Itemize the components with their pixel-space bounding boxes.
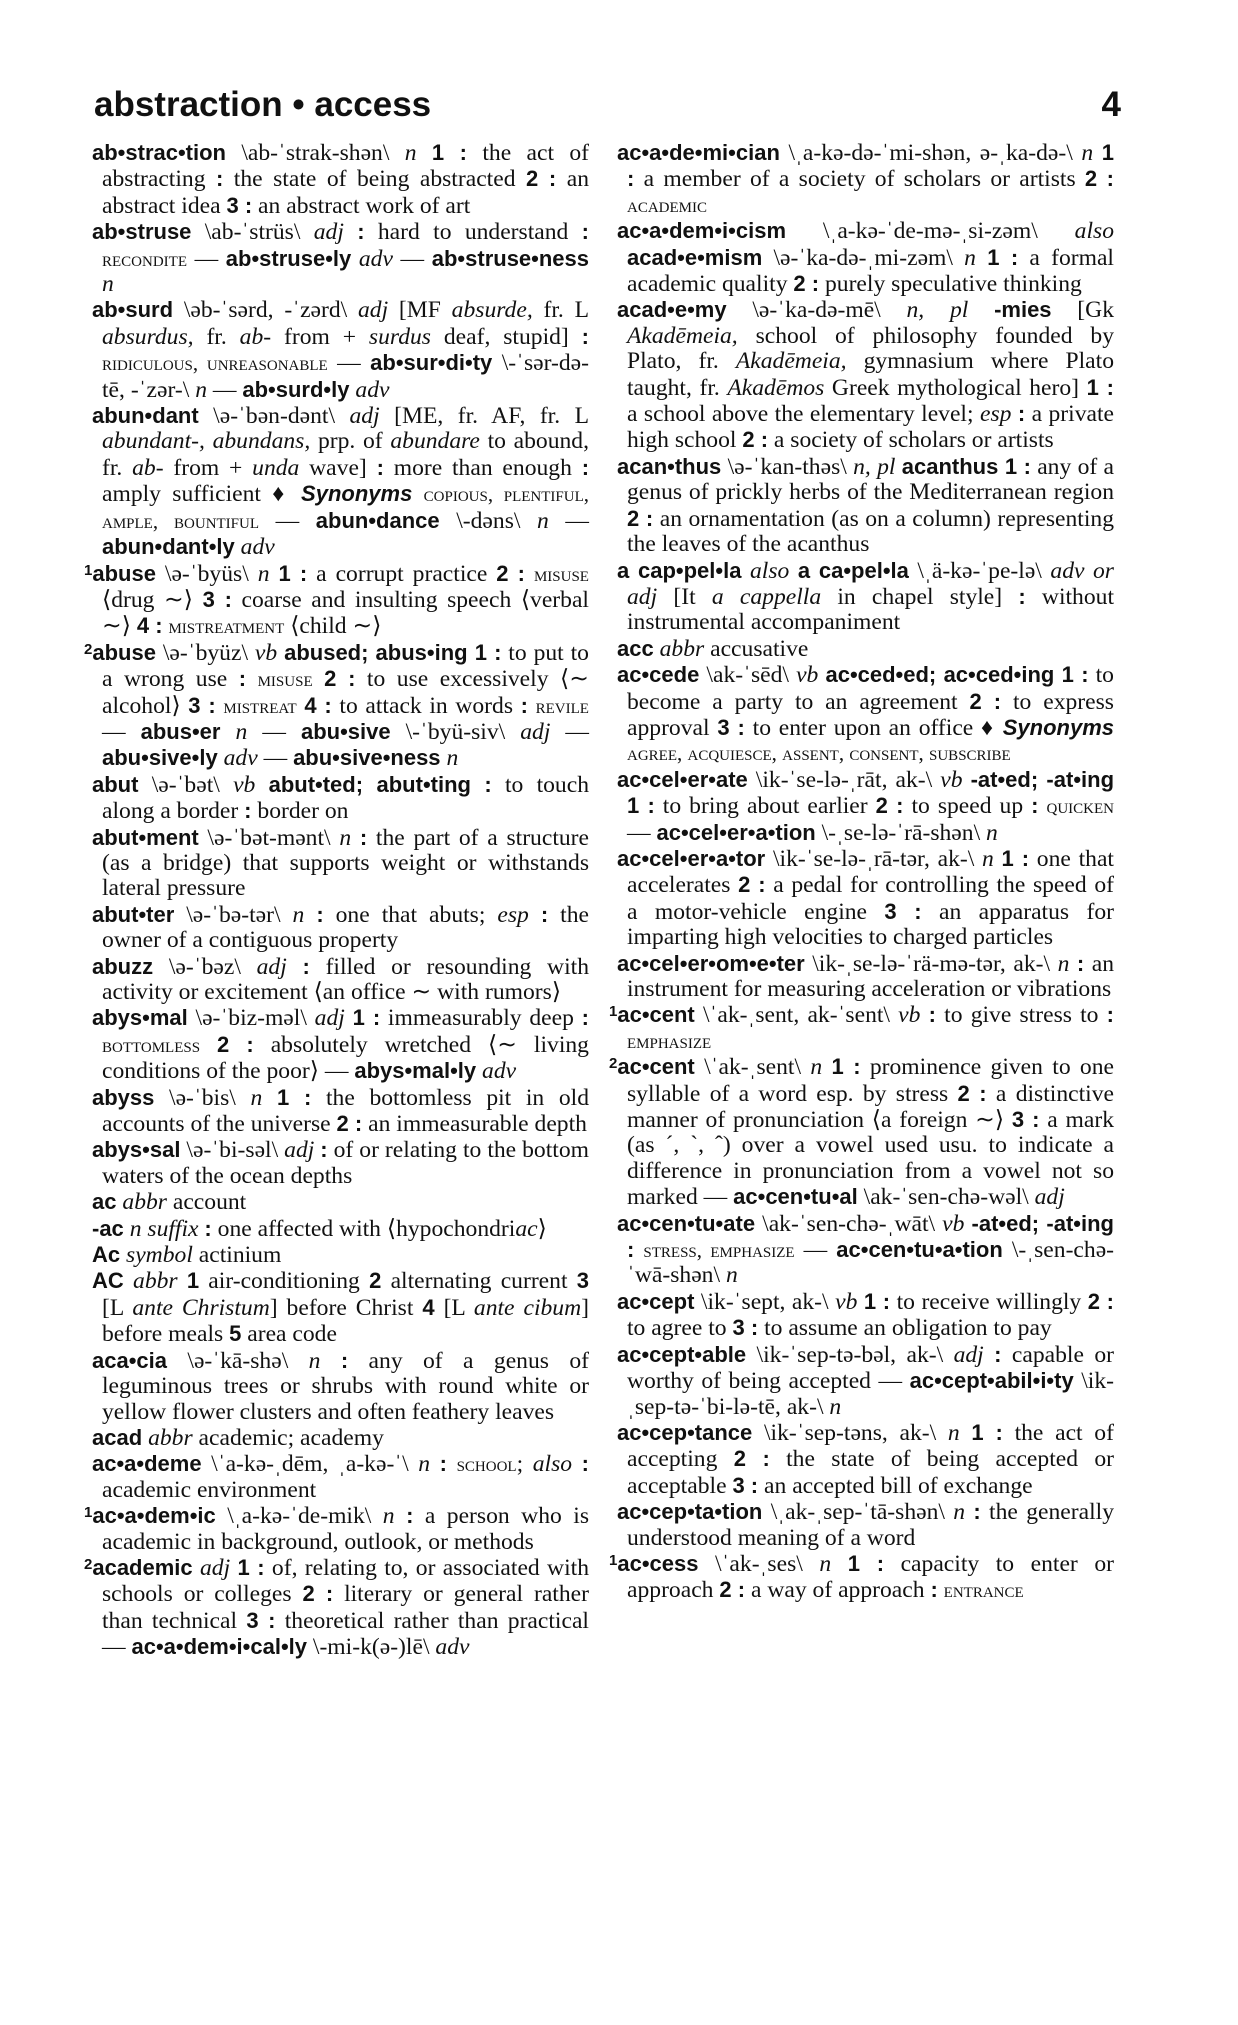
left-column (84, 140, 590, 1661)
dictionary-entry: ac•cep•tance \ik-ˈsep-təns, ak-\ n 1 : the act of accepting 2 : the state of being accepted or acceptable 3 : an accepted bill of exchange (617, 1419, 1114, 1499)
dictionary-entry: ac•a•de•mi•cian \ˌa-kə-də-ˈmi-shən, ə-ˌka-də-\ n 1 : a member of a society of scholars or artists 2 : academic (617, 140, 1114, 217)
dictionary-entry: ac•cede \ak-ˈsēd\ vb ac•ced•ed; ac•ced•ing 1 : to become a party to an agreement 2 : to express approval 3 : to enter upon an office ♦ Synonyms agree, acquiesce, assent, consent, subscribe (617, 662, 1114, 766)
dictionary-entry: ac•cel•er•ate \ik-ˈse-lə-ˌrāt, ak-\ vb -at•ed; -at•ing 1 : to bring about earlier 2 : to speed up : quicken — ac•cel•er•a•tion \-ˌse-lə-ˈrā-shən\ n (617, 766, 1115, 846)
dictionary-entry: abys•mal \ə-ˈbiz-məl\ adj 1 : immeasurably deep : bottomless 2 : absolutely wretched ⟨∼ living conditions of the poor⟩ — abys•mal•ly adv (92, 1005, 589, 1085)
dictionary-entry: aca•cia \ə-ˈkā-shə\ n : any of a genus of leguminous trees or shrubs with round white or yellow flower clusters and often feathery leaves (92, 1347, 589, 1425)
dictionary-entry: acc abbr accusative (617, 635, 809, 662)
page-number: 4 (1101, 85, 1121, 124)
guide-words: abstraction • access (94, 85, 432, 124)
dictionary-entry: ac•cep•ta•tion \ˌak-ˌsep-ˈtā-shən\ n : the generally understood meaning of a word (617, 1499, 1114, 1551)
dictionary-entry: $^1$ac•cent \ˈak-ˌsent, ak-ˈsent\ vb : to give stress to : emphasize (609, 1002, 1114, 1053)
dictionary-entry: acan•thus \ə-ˈkan-thəs\ n, pl acanthus 1 : any of a genus of prickly herbs of the Mediterranean region 2 : an ornamentation (as on a column) representing the leaves of the acanthus (617, 453, 1114, 558)
dictionary-entry: $^1$abuse \ə-ˈbyüs\ n 1 : a corrupt practice 2 : misuse ⟨drug ∼⟩ 3 : coarse and insulting speech ⟨verbal ∼⟩ 4 : mistreatment ⟨child ∼⟩ (84, 560, 589, 640)
dictionary-entry: ac•cen•tu•ate \ak-ˈsen-chə-ˌwāt\ vb -at•ed; -at•ing : stress, emphasize — ac•cen•tu•a•tion \-ˌsen-chə-ˈwā-shən\ n (617, 1210, 1115, 1289)
dictionary-entry: $^2$ac•cent \ˈak-ˌsent\ n 1 : prominence given to one syllable of a word esp. by stress 2 : a distinctive manner of pronunciation ⟨a foreign ∼⟩ 3 : a mark (as ´, `, ˆ) over a vowel used usu. to indicate a difference in pronunciation from a vowel not so marked — ac•cen•tu•al \ak-ˈsen-chə-wəl\ adj (609, 1054, 1115, 1211)
dictionary-entry: -ac n suffix : one affected with ⟨hypochondriac⟩ (92, 1215, 547, 1242)
dictionary-entry: ac•cept•able \ik-ˈsep-tə-bəl, ak-\ adj : capable or worthy of being accepted — ac•cept•abil•i•ty \ik-ˌsep-tə-ˈbi-lə-tē, ak-\ n (617, 1341, 1114, 1420)
page-header (94, 80, 1121, 130)
dictionary-entry: $^1$ac•cess \ˈak-ˌses\ n 1 : capacity to enter or approach 2 : a way of approach : entrance (609, 1550, 1114, 1604)
dictionary-entry: Ac symbol actinium (92, 1242, 282, 1269)
dictionary-entry: ac abbr account (92, 1189, 247, 1216)
dictionary-entry: abuzz \ə-ˈbəz\ adj : filled or resounding with activity or excitement ⟨an office ∼ with rumors⟩ (92, 953, 589, 1005)
dictionary-entry: abyss \ə-ˈbis\ n 1 : the bottomless pit in old accounts of the universe 2 : an immeasurable depth (92, 1084, 589, 1138)
right-column (609, 140, 1115, 1604)
dictionary-entry: abun•dant \ə-ˈbən-dənt\ adj [ME, fr. AF, fr. L abundant-, abundans, prp. of abundare to abound, fr. ab- from + unda wave] : more than enough : amply sufficient ♦ Synonyms copious, plentiful, ample, bountiful — abun•dance \-dəns\ n — abun•dant•ly adv (92, 403, 590, 561)
dictionary-entry: ac•a•deme \ˈa-kə-ˌdēm, ˌa-kə-ˈ\ n : school; also : academic environment (92, 1451, 589, 1503)
dictionary-entry: $^1$ac•a•dem•ic \ˌa-kə-ˈde-mik\ n : a person who is academic in background, outlook, or methods (84, 1503, 589, 1555)
dictionary-entry: ab•surd \əb-ˈsərd, -ˈzərd\ adj [MF absurde, fr. L absurdus, fr. ab- from + surdus deaf, stupid] : ridiculous, unreasonable — ab•sur•di•ty \-ˈsər-də-tē, -ˈzər-\ n — ab•surd•ly adv (92, 297, 589, 403)
dictionary-entry: abut \ə-ˈbət\ vb abut•ted; abut•ting : to touch along a border : border on (92, 771, 589, 825)
dictionary-entry: acad abbr academic; academy (92, 1424, 384, 1451)
dictionary-entry: AC abbr 1 air-conditioning 2 alternating current 3 [L ante Christum] before Christ 4 [L ante cibum] before meals 5 area code (92, 1268, 589, 1348)
dictionary-entry: ac•cel•er•om•e•ter \ik-ˌse-lə-ˈrä-mə-tər, ak-\ n : an instrument for measuring acceleration or vibrations (617, 950, 1115, 1002)
dictionary-entry: ab•strac•tion \ab-ˈstrak-shən\ n 1 : the act of abstracting : the state of being abstracted 2 : an abstract idea 3 : an abstract work of art (92, 140, 589, 219)
dictionary-entry: ac•a•dem•i•cism \ˌa-kə-ˈde-mə-ˌsi-zəm\ also acad•e•mism \ə-ˈka-də-ˌmi-zəm\ n 1 : a formal academic quality 2 : purely speculative thinking (617, 218, 1114, 298)
dictionary-entry: abut•ment \ə-ˈbət-mənt\ n : the part of a structure (as a bridge) that supports weight or withstands lateral pressure (92, 824, 590, 902)
dictionary-entry: abys•sal \ə-ˈbi-səl\ adj : of or relating to the bottom waters of the ocean depths (92, 1137, 589, 1189)
dictionary-entry: ac•cel•er•a•tor \ik-ˈse-lə-ˌrā-tər, ak-\ n 1 : one that accelerates 2 : a pedal for controlling the speed of a motor-vehicle engine 3 : an apparatus for imparting high velocities to charged particles (617, 845, 1114, 951)
dictionary-entry: $^2$abuse \ə-ˈbyüz\ vb abused; abus•ing 1 : to put to a wrong use : misuse 2 : to use excessively ⟨∼ alcohol⟩ 3 : mistreat 4 : to attack in words : revile — abus•er n — abu•sive \-ˈbyü-siv\ adj — abu•sive•ly adv — abu•sive•ness n (84, 639, 590, 772)
dictionary-entry: ab•struse \ab-ˈstrüs\ adj : hard to understand : recondite — ab•struse•ly adv — ab•struse•ness n (92, 219, 590, 298)
dictionary-entry: abut•ter \ə-ˈbə-tər\ n : one that abuts; esp : the owner of a contiguous property (92, 901, 589, 954)
dictionary-entry: acad•e•my \ə-ˈka-də-mē\ n, pl -mies [Gk Akadēmeia, school of philosophy founded by Plato, fr. Akadēmeia, gymnasium where Plato taught, fr. Akadēmos Greek mythological hero] 1 : a school above the elementary level; esp : a private high school 2 : a society of scholars or artists (617, 297, 1114, 454)
dictionary-entry: a cap•pel•la also a ca•pel•la \ˌä-kə-ˈpe-lə\ adv or adj [It a cappella in chapel style] : without instrumental accompaniment (617, 557, 1115, 636)
dictionary-entry: $^2$academic adj 1 : of, relating to, or associated with schools or colleges 2 : literary or general rather than technical 3 : theoretical rather than practical — ac•a•dem•i•cal•ly \-mi-k(ə-)lē\ adv (84, 1554, 589, 1661)
dictionary-entry: ac•cept \ik-ˈsept, ak-\ vb 1 : to receive willingly 2 : to agree to 3 : to assume an obligation to pay (617, 1288, 1114, 1342)
